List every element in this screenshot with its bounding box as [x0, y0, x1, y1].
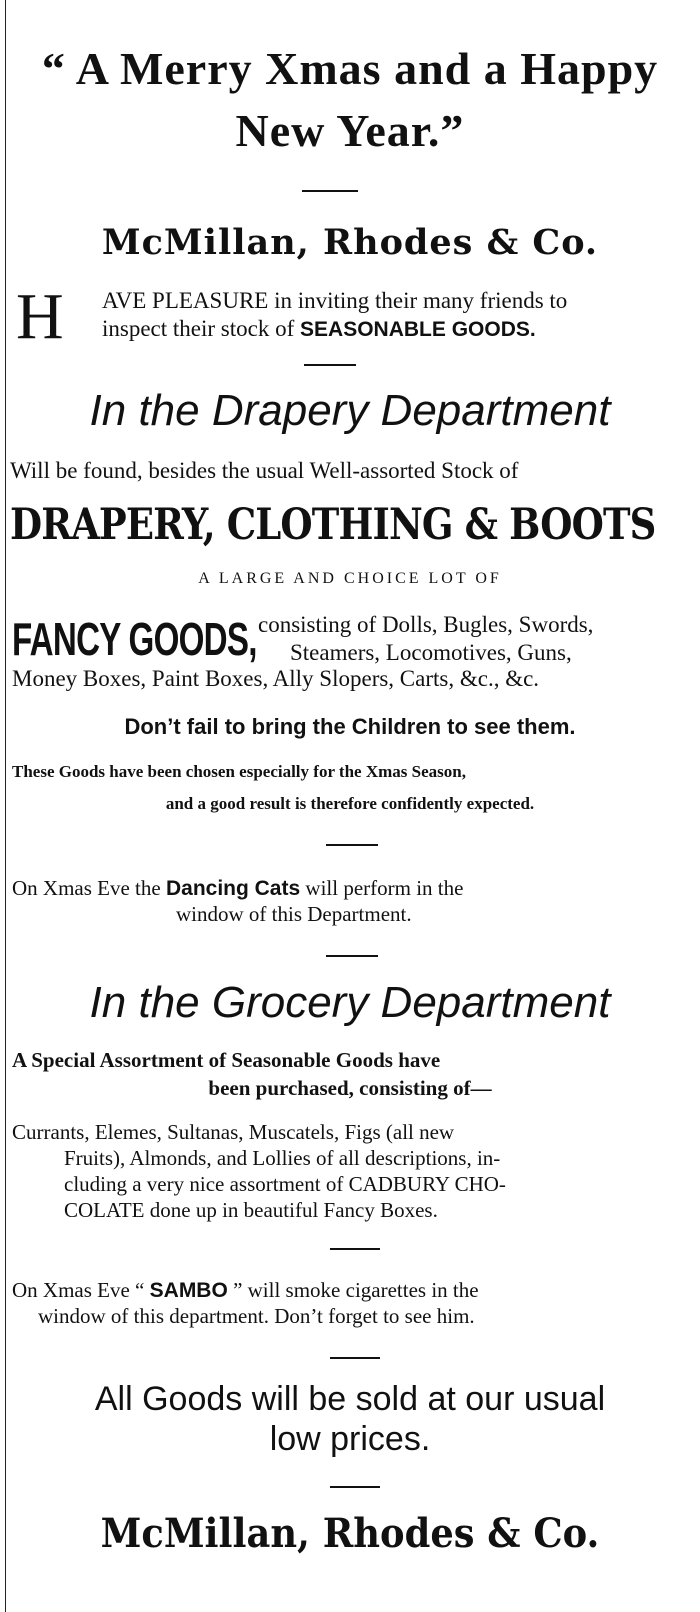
fancy-goods-title: FANCY GOODS, [12, 613, 257, 665]
invitation-line-2 [102, 316, 692, 342]
divider-rule [302, 190, 358, 192]
seasonable-goods: SEASONABLE GOODS. [300, 318, 536, 341]
grocery-department-heading: In the Grocery Department [89, 978, 611, 1027]
assortment-line-1: A Special Assortment of Seasonable Goods have [12, 1048, 441, 1072]
divider-rule [330, 1357, 380, 1359]
invitation-line-1: AVE PLEASURE in inviting their many friends to [102, 288, 568, 313]
drapery-clothing-boots: DRAPERY, CLOTHING & BOOTS [10, 500, 656, 550]
sambo-line-1 [12, 1278, 479, 1303]
fancy-goods-line-1: consisting of Dolls, Bugles, Swords, [258, 612, 594, 637]
dancing-cats-line-1 [12, 876, 463, 901]
column-border [5, 0, 6, 1612]
sambo-line-2: window of this department. Don’t forget to see him. [38, 1304, 475, 1328]
invitation-line-2-text: inspect their stock of [102, 316, 301, 341]
lot-line: A LARGE AND CHOICE LOT OF [198, 570, 502, 587]
sambo-suffix: ” will smoke cigarettes in the [227, 1278, 479, 1302]
grocery-list-line-2: Fruits), Almonds, and Lollies of all descriptions, in- [64, 1146, 501, 1170]
drapery-intro: Will be found, besides the usual Well-assorted Stock of [10, 458, 519, 483]
dancing-cats-suffix: will perform in the [300, 876, 464, 900]
grocery-list-line-3: cluding a very nice assortment of CADBURY CHO- [64, 1172, 506, 1196]
assortment-line-2: been purchased, consisting of— [208, 1076, 492, 1100]
firm-name-top: McMillan, Rhodes & Co. [101, 222, 599, 263]
grocery-list-line-4: COLATE done up in beautiful Fancy Boxes. [64, 1198, 438, 1222]
prices-line-2: low prices. [269, 1420, 431, 1458]
prices-line-1: All Goods will be sold at our usual [94, 1380, 606, 1418]
divider-rule [326, 955, 378, 957]
chosen-line-1: These Goods have been chosen especially for the Xmas Season, [12, 762, 466, 781]
sambo-prefix: On Xmas Eve “ [12, 1278, 150, 1302]
bring-children: Don’t fail to bring the Children to see them. [124, 714, 576, 739]
dancing-cats-line-2: window of this Department. [176, 902, 412, 926]
dancing-cats: Dancing Cats [165, 877, 301, 900]
firm-name-bottom: McMillan, Rhodes & Co. [100, 1510, 600, 1557]
drapery-department-heading: In the Drapery Department [89, 386, 611, 435]
sambo: SAMBO [149, 1279, 228, 1302]
divider-rule [330, 1248, 380, 1250]
fancy-goods-line-3: Money Boxes, Paint Boxes, Ally Slopers, Carts, &c., &c. [12, 666, 540, 691]
headline [10, 38, 690, 162]
chosen-line-2: and a good result is therefore confidently expected. [165, 794, 535, 813]
drop-cap: H [16, 280, 64, 353]
divider-rule [326, 844, 378, 846]
divider-rule [330, 1486, 380, 1488]
fancy-goods-line-2: Steamers, Locomotives, Guns, [290, 640, 572, 665]
divider-rule [304, 364, 356, 366]
grocery-list-line-1: Currants, Elemes, Sultanas, Muscatels, Figs (all new [12, 1120, 455, 1144]
headline-line-1: “ A Merry Xmas and a Happy [41, 43, 659, 94]
headline-line-2: New Year.” [235, 105, 465, 156]
dancing-cats-prefix: On Xmas Eve the [12, 876, 166, 900]
